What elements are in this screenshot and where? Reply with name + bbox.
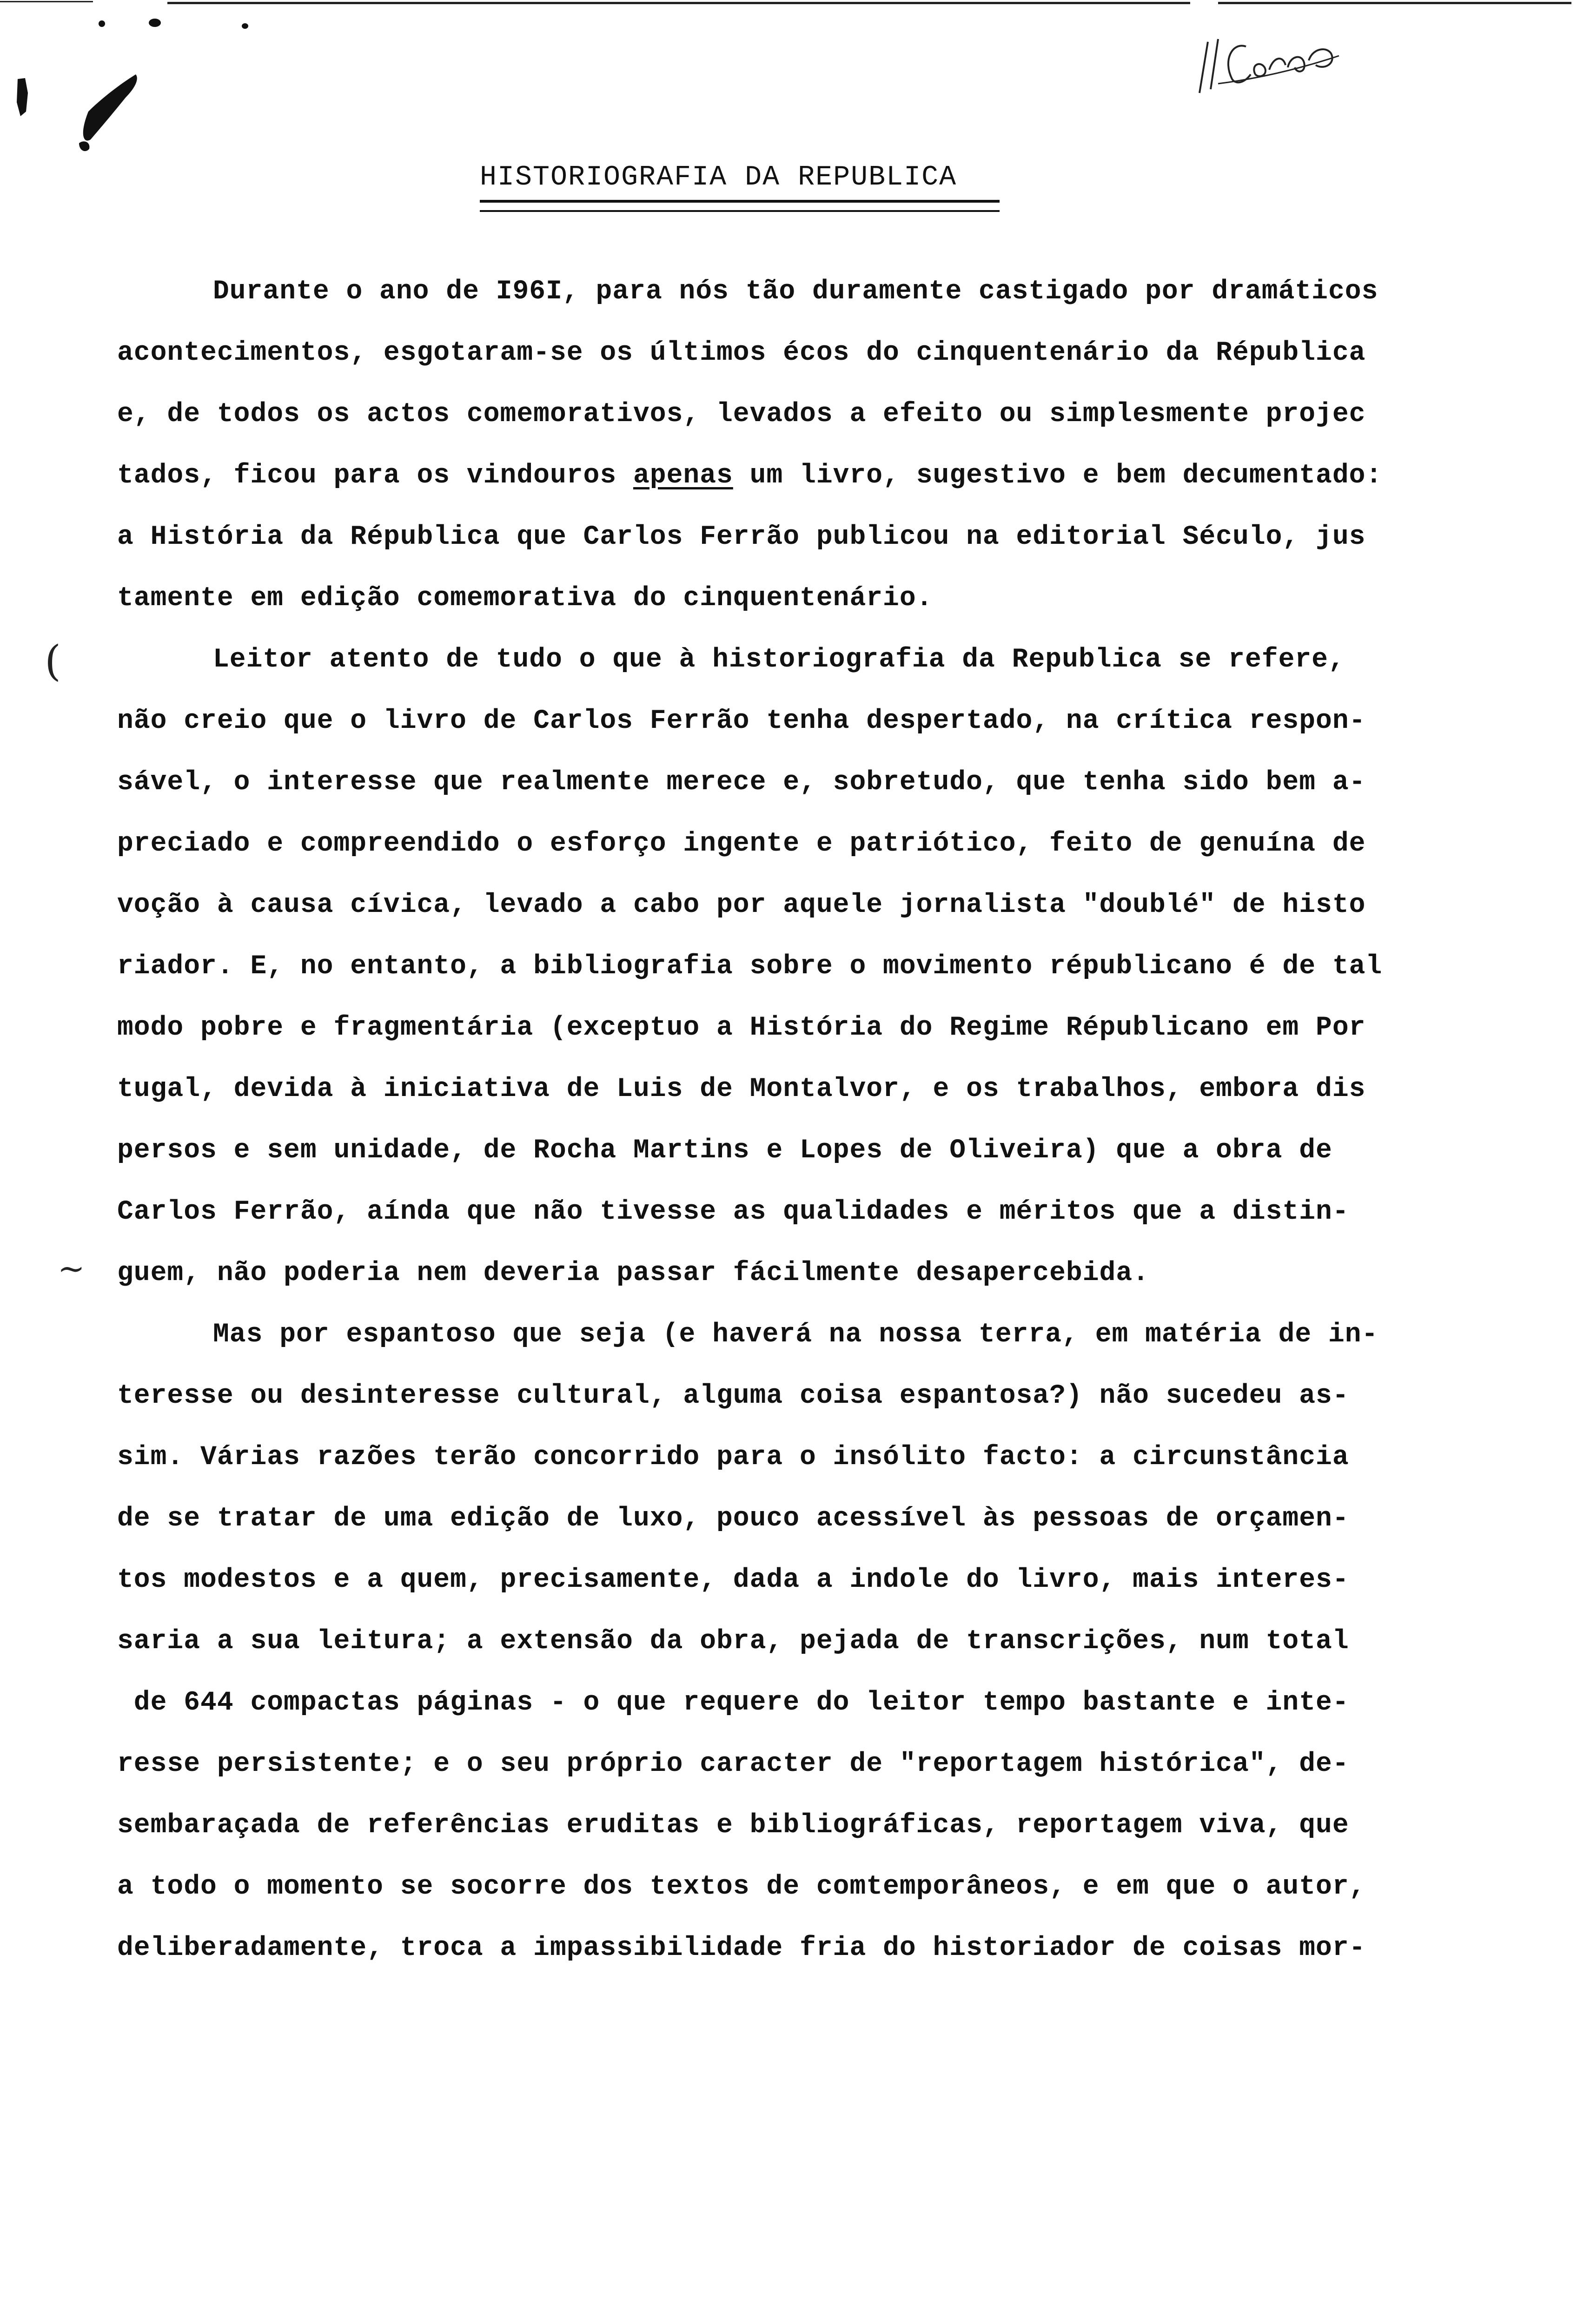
document-title: HISTORIOGRAFIA DA REPUBLICA bbox=[480, 162, 957, 193]
ink-blot-mark bbox=[9, 65, 149, 158]
text-line: sim. Várias razões terão concorrido para o insólito facto: a circunstância bbox=[117, 1442, 1349, 1472]
scan-edge-line bbox=[0, 1, 93, 2]
text-line: resse persistente; e o seu próprio caracter de "reportagem histórica", de- bbox=[117, 1749, 1349, 1779]
title-underline bbox=[480, 210, 1000, 212]
text-line: persos e sem unidade, de Rocha Martins e Lopes de Oliveira) que a obra de bbox=[117, 1136, 1332, 1166]
text-line: modo pobre e fragmentária (exceptuo a História do Regime Républicano em Por bbox=[117, 1013, 1366, 1043]
text-line: a todo o momento se socorre dos textos de comtemporâneos, e em que o autor, bbox=[117, 1872, 1366, 1902]
text-line: de 644 compactas páginas - o que requere do leitor tempo bastante e inte- bbox=[117, 1688, 1349, 1718]
text-line: de se tratar de uma edição de luxo, pouco acessível às pessoas de orçamen- bbox=[117, 1504, 1349, 1534]
text-line: Carlos Ferrão, aínda que não tivesse as qualidades e méritos que a distin- bbox=[117, 1197, 1349, 1227]
text-line: riador. E, no entanto, a bibliografia sobre o movimento républicano é de tal bbox=[117, 951, 1383, 982]
text-line: a História da Républica que Carlos Ferrão publicou na editorial Século, jus bbox=[117, 522, 1366, 552]
text-line: preciado e compreendido o esforço ingente e patriótico, feito de genuína de bbox=[117, 829, 1366, 859]
margin-dash-mark: ~ bbox=[58, 1249, 85, 1287]
text-line: deliberadamente, troca a impassibilidade fria do historiador de coisas mor- bbox=[117, 1933, 1366, 1963]
margin-bracket-mark: ( bbox=[45, 637, 61, 686]
handwritten-annotation bbox=[1190, 28, 1348, 98]
text-line: e, de todos os actos comemorativos, levados a efeito ou simplesmente projec bbox=[117, 399, 1366, 429]
text-line: guem, não poderia nem deveria passar fácilmente desapercebida. bbox=[117, 1258, 1149, 1288]
text-line: Durante o ano de I96I, para nós tão duramente castigado por dramáticos bbox=[213, 277, 1378, 307]
scan-edge-line bbox=[1218, 2, 1571, 4]
text-line: tamente em edição comemorativa do cinquentenário. bbox=[117, 583, 933, 614]
text-line: não creio que o livro de Carlos Ferrão tenha despertado, na crítica respon- bbox=[117, 706, 1366, 736]
text-line: tos modestos e a quem, precisamente, dada a indole do livro, mais interes- bbox=[117, 1565, 1349, 1595]
text-line: teresse ou desinteresse cultural, alguma coisa espantosa?) não sucedeu as- bbox=[117, 1381, 1349, 1411]
text-line: Leitor atento de tudo o que à historiografia da Republica se refere, bbox=[213, 645, 1345, 675]
document-body bbox=[117, 269, 1554, 1987]
text-line: tados, ficou para os vindouros apenas um livro, sugestivo e bem decumentado: bbox=[117, 461, 1383, 491]
ink-speck bbox=[99, 20, 105, 27]
text-line: saria a sua leitura; a extensão da obra, pejada de transcrições, num total bbox=[117, 1626, 1349, 1657]
title-underline bbox=[480, 200, 1000, 203]
ink-speck bbox=[149, 19, 161, 27]
text-line: voção à causa cívica, levado a cabo por aquele jornalista "doublé" de histo bbox=[117, 890, 1366, 920]
text-line: acontecimentos, esgotaram-se os últimos écos do cinquentenário da Républica bbox=[117, 338, 1366, 368]
underlined-word: apenas bbox=[633, 461, 733, 491]
text-line: tugal, devida à iniciativa de Luis de Montalvor, e os trabalhos, embora dis bbox=[117, 1074, 1366, 1104]
text-line: sembaraçada de referências eruditas e bibliográficas, reportagem viva, que bbox=[117, 1810, 1349, 1841]
ink-speck bbox=[242, 23, 248, 29]
text-line: Mas por espantoso que seja (e haverá na nossa terra, em matéria de in- bbox=[213, 1320, 1378, 1350]
scan-edge-line bbox=[167, 2, 1190, 4]
text-line: sável, o interesse que realmente merece e, sobretudo, que tenha sido bem a- bbox=[117, 767, 1366, 798]
